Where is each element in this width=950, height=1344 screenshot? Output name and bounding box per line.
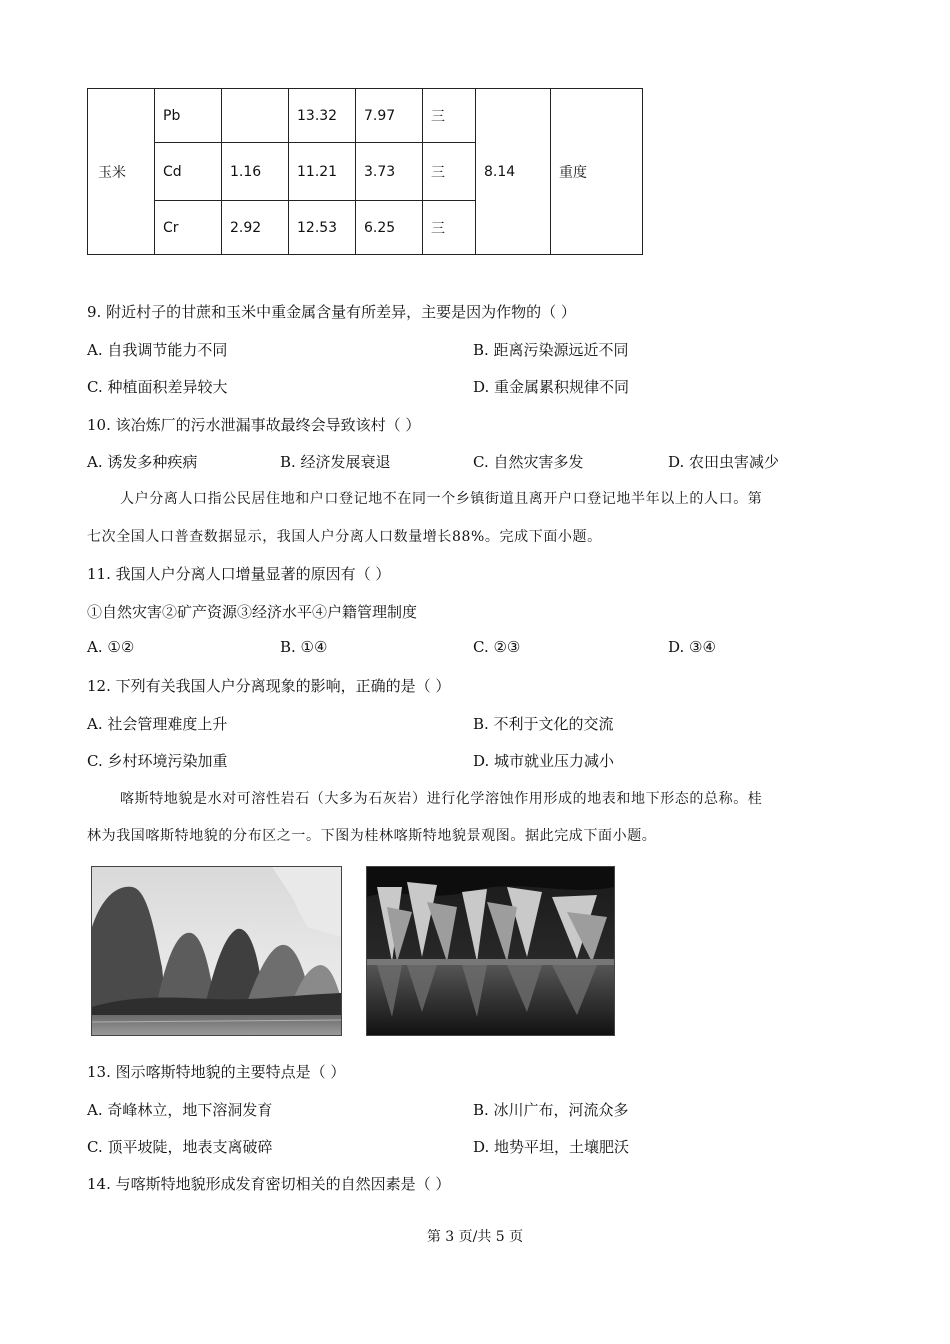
- q12-option-d: D. 城市就业压力减小: [473, 752, 615, 770]
- grade-cell: 三: [423, 201, 476, 255]
- q11-options-line: ①自然灾害②矿产资源③经济水平④户籍管理制度: [87, 603, 418, 621]
- q11-option-c: C. ②③: [473, 638, 521, 656]
- value-cell: 13.32: [289, 89, 356, 143]
- q10-option-b: B. 经济发展衰退: [280, 453, 391, 471]
- passage2-line2: 林为我国喀斯特地貌的分布区之一。下图为桂林喀斯特地貌景观图。据此完成下面小题。: [87, 828, 657, 844]
- grade-cell: 三: [423, 143, 476, 201]
- q13-option-d: D. 地势平坦，土壤肥沃: [473, 1138, 630, 1156]
- q10-option-d: D. 农田虫害减少: [668, 453, 780, 471]
- value-cell: 3.73: [356, 143, 423, 201]
- q13-option-a: A. 奇峰林立，地下溶洞发育: [87, 1101, 273, 1119]
- level-cell: 重度: [551, 89, 643, 255]
- karst-cave-photo: [366, 866, 615, 1036]
- q12-stem: 12. 下列有关我国人户分离现象的影响，正确的是（ ）: [87, 677, 451, 695]
- q12-option-c: C. 乡村环境污染加重: [87, 752, 228, 770]
- q14-stem: 14. 与喀斯特地貌形成发育密切相关的自然因素是（ ）: [87, 1175, 451, 1193]
- q9-option-a: A. 自我调节能力不同: [87, 341, 228, 359]
- q12-option-a: A. 社会管理难度上升: [87, 715, 228, 733]
- q11-stem: 11. 我国人户分离人口增量显著的原因有（ ）: [87, 565, 391, 583]
- q9-option-d: D. 重金属累积规律不同: [473, 378, 630, 396]
- q12-option-b: B. 不利于文化的交流: [473, 715, 614, 733]
- q10-stem: 10. 该冶炼厂的污水泄漏事故最终会导致该村（ ）: [87, 416, 421, 434]
- passage2-line1: 喀斯特地貌是水对可溶性岩石（大多为石灰岩）进行化学溶蚀作用形成的地表和地下形态的总称。桂: [120, 791, 763, 807]
- heavy-metal-table: [87, 88, 643, 255]
- value-cell: 2.92: [222, 201, 289, 255]
- q9-stem: 9. 附近村子的甘蔗和玉米中重金属含量有所差异，主要是因为作物的（ ）: [87, 303, 576, 321]
- q11-option-d: D. ③④: [668, 638, 716, 656]
- metal-cell: Pb: [155, 89, 222, 143]
- index-cell: 8.14: [476, 89, 551, 255]
- karst-peaks-photo: [91, 866, 342, 1036]
- q13-stem: 13. 图示喀斯特地貌的主要特点是（ ）: [87, 1063, 346, 1081]
- value-cell: 11.21: [289, 143, 356, 201]
- q9-option-b: B. 距离污染源远近不同: [473, 341, 629, 359]
- value-cell: 7.97: [356, 89, 423, 143]
- value-cell: 12.53: [289, 201, 356, 255]
- metal-cell: Cr: [155, 201, 222, 255]
- q13-option-c: C. 顶平坡陡，地表支离破碎: [87, 1138, 273, 1156]
- q10-option-a: A. 诱发多种疾病: [87, 453, 198, 471]
- value-cell: 1.16: [222, 143, 289, 201]
- q11-option-b: B. ①④: [280, 638, 328, 656]
- grade-cell: 三: [423, 89, 476, 143]
- q13-option-b: B. 冰川广布，河流众多: [473, 1101, 629, 1119]
- value-cell: [222, 89, 289, 143]
- passage1-line2: 七次全国人口普查数据显示，我国人户分离人口数量增长88%。完成下面小题。: [87, 529, 602, 545]
- page-number: 第 3 页/共 5 页: [426, 1229, 524, 1245]
- q10-option-c: C. 自然灾害多发: [473, 453, 584, 471]
- crop-cell: 玉米: [88, 89, 155, 255]
- q9-option-c: C. 种植面积差异较大: [87, 378, 228, 396]
- q11-option-a: A. ①②: [87, 638, 135, 656]
- metal-cell: Cd: [155, 143, 222, 201]
- value-cell: 6.25: [356, 201, 423, 255]
- passage1-line1: 人户分离人口指公民居住地和户口登记地不在同一个乡镇街道且离开户口登记地半年以上的人口。第: [120, 491, 763, 507]
